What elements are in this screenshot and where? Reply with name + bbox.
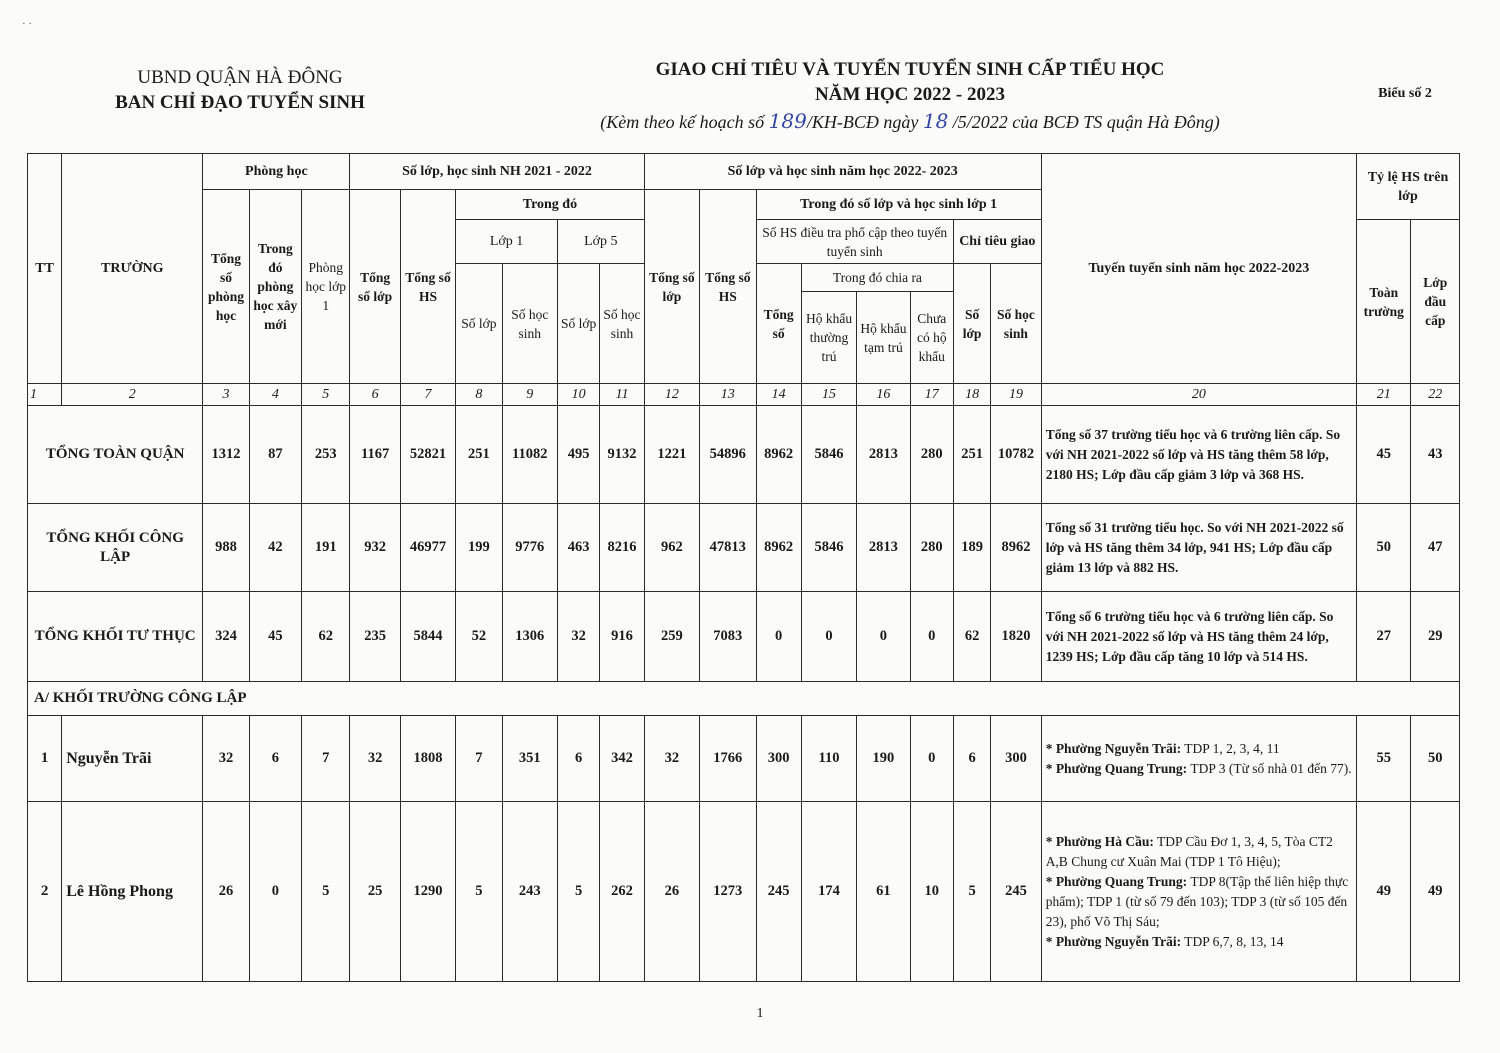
col-number: 3 bbox=[203, 384, 249, 406]
table-cell: 259 bbox=[644, 592, 699, 682]
ratio-school-cell: 49 bbox=[1357, 802, 1411, 982]
ratio-first-cell: 49 bbox=[1411, 802, 1460, 982]
table-cell: 42 bbox=[249, 504, 301, 592]
zone-line bbox=[1046, 832, 1352, 872]
total-row-label: TỔNG KHỐI TƯ THỤC bbox=[28, 592, 203, 682]
table-cell: 1306 bbox=[502, 592, 557, 682]
table-cell: 5846 bbox=[801, 406, 856, 504]
subtitle-pre: (Kèm theo kế hoạch số bbox=[600, 112, 769, 132]
col-quota-group: Chỉ tiêu giao bbox=[953, 220, 1041, 264]
total-row bbox=[28, 504, 1460, 592]
col-quota-students: Số học sinh bbox=[991, 264, 1041, 384]
table-body bbox=[28, 406, 1460, 982]
table-cell: 324 bbox=[203, 592, 249, 682]
table-cell: 7 bbox=[456, 716, 502, 802]
col-rooms-new: Trong đó phòng học xây mới bbox=[249, 190, 301, 384]
table-cell: 10782 bbox=[991, 406, 1041, 504]
title-subtitle bbox=[520, 108, 1300, 135]
table-cell: 280 bbox=[910, 504, 953, 592]
table-cell: 0 bbox=[756, 592, 801, 682]
table-cell: 300 bbox=[756, 716, 801, 802]
col-group-rooms: Phòng học bbox=[203, 154, 350, 190]
col-g5-students: Số học sinh bbox=[600, 264, 644, 384]
document-title bbox=[520, 58, 1300, 135]
table-cell: 9132 bbox=[600, 406, 644, 504]
table-cell: 8962 bbox=[756, 406, 801, 504]
ratio-first-cell: 29 bbox=[1411, 592, 1460, 682]
table-cell: 11082 bbox=[502, 406, 557, 504]
table-cell: 1820 bbox=[991, 592, 1041, 682]
zone-note bbox=[1041, 802, 1356, 982]
col-number: 11 bbox=[600, 384, 644, 406]
plan-day-handwritten: 18 bbox=[922, 109, 949, 133]
school-row bbox=[28, 716, 1460, 802]
col-number: 22 bbox=[1411, 384, 1460, 406]
col-number: 12 bbox=[644, 384, 699, 406]
table-cell: 6 bbox=[557, 716, 599, 802]
scan-mark: · · bbox=[22, 18, 33, 30]
form-number: Biểu số 2 bbox=[1378, 86, 1432, 101]
ratio-first-cell: 47 bbox=[1411, 504, 1460, 592]
col-prev-detail: Trong đó bbox=[456, 190, 644, 220]
page-number: 1 bbox=[756, 1006, 764, 1021]
table-cell: 199 bbox=[456, 504, 502, 592]
col-number: 1 bbox=[28, 384, 62, 406]
row-index: 2 bbox=[28, 802, 62, 982]
col-grade5: Lớp 5 bbox=[557, 220, 644, 264]
zone-line bbox=[1046, 872, 1352, 932]
table-cell: 243 bbox=[502, 802, 557, 982]
col-group-prev-year: Số lớp, học sinh NH 2021 - 2022 bbox=[350, 154, 644, 190]
table-cell: 87 bbox=[249, 406, 301, 504]
table-cell: 2813 bbox=[857, 504, 910, 592]
table-cell: 280 bbox=[910, 406, 953, 504]
col-cur-classes: Tổng số lớp bbox=[644, 190, 699, 384]
col-number: 5 bbox=[302, 384, 350, 406]
subtitle-post: /5/2022 của BCĐ TS quận Hà Đông) bbox=[948, 112, 1220, 132]
table-cell: 32 bbox=[557, 592, 599, 682]
table-cell: 8962 bbox=[991, 504, 1041, 592]
table-cell: 189 bbox=[953, 504, 990, 592]
issuing-authority bbox=[80, 66, 400, 116]
table-cell: 962 bbox=[644, 504, 699, 592]
ratio-school-cell: 50 bbox=[1357, 504, 1411, 592]
table-cell: 5 bbox=[302, 802, 350, 982]
table-cell: 0 bbox=[910, 592, 953, 682]
table-cell: 32 bbox=[644, 716, 699, 802]
col-number: 18 bbox=[953, 384, 990, 406]
zone-ward: * Phường Quang Trung: bbox=[1045, 873, 1188, 889]
zone-note: Tổng số 37 trường tiểu học và 6 trường liên cấp. So với NH 2021-2022 số lớp và HS tăng thêm 58 lớp, 2180 HS; Lớp đầu cấp giảm 3 lớp và 368 HS. bbox=[1041, 406, 1356, 504]
col-ratio-first: Lớp đầu cấp bbox=[1411, 220, 1460, 384]
zone-note: Tổng số 6 trường tiểu học và 6 trường liên cấp. So với NH 2021-2022 số lớp và HS tăng thêm 24 lớp, 1239 HS; Lớp đầu cấp tăng 10 lớp và 514 HS. bbox=[1041, 592, 1356, 682]
col-quota-classes: Số lớp bbox=[953, 264, 990, 384]
table-cell: 54896 bbox=[700, 406, 756, 504]
table-cell: 251 bbox=[953, 406, 990, 504]
table-cell: 2813 bbox=[857, 406, 910, 504]
col-zone: Tuyến tuyển sinh năm học 2022-2023 bbox=[1041, 154, 1356, 384]
col-temp-res: Hộ khẩu tạm trú bbox=[857, 292, 910, 384]
table-cell: 6 bbox=[249, 716, 301, 802]
col-group-current-year: Số lớp và học sinh năm học 2022- 2023 bbox=[644, 154, 1041, 190]
col-g1-students: Số học sinh bbox=[502, 264, 557, 384]
table-cell: 0 bbox=[249, 802, 301, 982]
zone-ward: * Phường Hà Cầu: bbox=[1045, 833, 1154, 849]
table-cell: 32 bbox=[350, 716, 400, 802]
col-number: 9 bbox=[502, 384, 557, 406]
table-cell: 0 bbox=[910, 716, 953, 802]
table-cell: 110 bbox=[801, 716, 856, 802]
zone-ward: * Phường Nguyễn Trãi: bbox=[1045, 740, 1182, 756]
zone-detail: TDP 1, 2, 3, 4, 11 bbox=[1181, 740, 1280, 756]
col-prev-classes: Tổng số lớp bbox=[350, 190, 400, 384]
table-cell: 25 bbox=[350, 802, 400, 982]
table-cell: 245 bbox=[756, 802, 801, 982]
zone-line bbox=[1046, 932, 1352, 952]
col-perm-res: Hộ khẩu thường trú bbox=[801, 292, 856, 384]
table-cell: 463 bbox=[557, 504, 599, 592]
table-cell: 5844 bbox=[400, 592, 455, 682]
table-cell: 32 bbox=[203, 716, 249, 802]
plan-number-handwritten: 189 bbox=[768, 109, 807, 133]
table-cell: 8216 bbox=[600, 504, 644, 592]
col-number: 6 bbox=[350, 384, 400, 406]
col-no-res: Chưa có hộ khẩu bbox=[910, 292, 953, 384]
table-cell: 52821 bbox=[400, 406, 455, 504]
col-number: 17 bbox=[910, 384, 953, 406]
col-number: 7 bbox=[400, 384, 455, 406]
total-row-label: TỔNG KHỐI CÔNG LẬP bbox=[28, 504, 203, 592]
col-ratio-school: Toàn trường bbox=[1357, 220, 1411, 384]
table-cell: 5 bbox=[557, 802, 599, 982]
table-cell: 932 bbox=[350, 504, 400, 592]
table-cell: 5 bbox=[456, 802, 502, 982]
col-g1-classes: Số lớp bbox=[456, 264, 502, 384]
table-cell: 191 bbox=[302, 504, 350, 592]
school-row bbox=[28, 802, 1460, 982]
section-title: A/ KHỐI TRƯỜNG CÔNG LẬP bbox=[28, 682, 1460, 716]
zone-detail: TDP 6,7, 8, 13, 14 bbox=[1181, 933, 1284, 949]
table-cell: 988 bbox=[203, 504, 249, 592]
col-number: 20 bbox=[1041, 384, 1356, 406]
table-cell: 7 bbox=[302, 716, 350, 802]
col-grade1: Lớp 1 bbox=[456, 220, 558, 264]
table-cell: 52 bbox=[456, 592, 502, 682]
col-tt: TT bbox=[28, 154, 62, 384]
col-number: 21 bbox=[1357, 384, 1411, 406]
zone-note bbox=[1041, 716, 1356, 802]
col-number: 8 bbox=[456, 384, 502, 406]
school-name: Lê Hồng Phong bbox=[62, 802, 203, 982]
col-number: 4 bbox=[249, 384, 301, 406]
table-cell: 235 bbox=[350, 592, 400, 682]
col-g5-classes: Số lớp bbox=[557, 264, 599, 384]
table-cell: 1273 bbox=[700, 802, 756, 982]
ratio-school-cell: 45 bbox=[1357, 406, 1411, 504]
table-cell: 342 bbox=[600, 716, 644, 802]
table-cell: 10 bbox=[910, 802, 953, 982]
org-line-2: BAN CHỈ ĐẠO TUYỂN SINH bbox=[115, 92, 365, 113]
table-cell: 1312 bbox=[203, 406, 249, 504]
col-number: 13 bbox=[700, 384, 756, 406]
table-cell: 0 bbox=[857, 592, 910, 682]
zone-line bbox=[1046, 739, 1352, 759]
zone-line bbox=[1046, 759, 1352, 779]
total-row bbox=[28, 406, 1460, 504]
zone-detail: TDP 3 (Từ số nhà 01 đến 77). bbox=[1187, 760, 1352, 776]
total-row bbox=[28, 592, 1460, 682]
table-cell: 1167 bbox=[350, 406, 400, 504]
zone-detail: TDP 8(Tập thể liên hiệp thực phẩm); TDP 1 (từ số 79 đến 103); TDP 3 (từ số 105 đến 23), phố Võ Thị Sáu; bbox=[1045, 873, 1349, 929]
table-header bbox=[28, 154, 1460, 406]
col-rooms-total: Tổng số phòng học bbox=[203, 190, 249, 384]
table-cell: 62 bbox=[302, 592, 350, 682]
table-cell: 7083 bbox=[700, 592, 756, 682]
table-cell: 495 bbox=[557, 406, 599, 504]
section-row bbox=[28, 682, 1460, 716]
table-cell: 916 bbox=[600, 592, 644, 682]
table-cell: 253 bbox=[302, 406, 350, 504]
table-cell: 262 bbox=[600, 802, 644, 982]
table-cell: 61 bbox=[857, 802, 910, 982]
school-name: Nguyễn Trãi bbox=[62, 716, 203, 802]
table-cell: 47813 bbox=[700, 504, 756, 592]
table-cell: 351 bbox=[502, 716, 557, 802]
table-cell: 9776 bbox=[502, 504, 557, 592]
column-number-row bbox=[28, 384, 1460, 406]
col-prev-students: Tổng số HS bbox=[400, 190, 455, 384]
table-cell: 5 bbox=[953, 802, 990, 982]
table-cell: 1808 bbox=[400, 716, 455, 802]
ratio-school-cell: 55 bbox=[1357, 716, 1411, 802]
table-cell: 8962 bbox=[756, 504, 801, 592]
table-cell: 245 bbox=[991, 802, 1041, 982]
ratio-first-cell: 50 bbox=[1411, 716, 1460, 802]
table-cell: 5846 bbox=[801, 504, 856, 592]
total-row-label: TỔNG TOÀN QUẬN bbox=[28, 406, 203, 504]
enrollment-table bbox=[27, 153, 1460, 982]
row-index: 1 bbox=[28, 716, 62, 802]
table-cell: 6 bbox=[953, 716, 990, 802]
col-group-grade1-current: Trong đó số lớp và học sinh lớp 1 bbox=[756, 190, 1041, 220]
table-cell: 300 bbox=[991, 716, 1041, 802]
table-cell: 0 bbox=[801, 592, 856, 682]
table-cell: 62 bbox=[953, 592, 990, 682]
col-number: 10 bbox=[557, 384, 599, 406]
col-number: 19 bbox=[991, 384, 1041, 406]
zone-ward: * Phường Quang Trung: bbox=[1045, 760, 1188, 776]
col-number: 14 bbox=[756, 384, 801, 406]
col-group-ratio: Tỷ lệ HS trên lớp bbox=[1357, 154, 1460, 220]
org-line-1: UBND QUẬN HÀ ĐÔNG bbox=[137, 67, 343, 88]
table-cell: 26 bbox=[644, 802, 699, 982]
zone-detail: TDP Cầu Đơ 1, 3, 4, 5, Tòa CT2 A,B Chung cư Xuân Mai (TDP 1 Tô Hiệu); bbox=[1045, 833, 1333, 869]
col-number: 16 bbox=[857, 384, 910, 406]
ratio-first-cell: 43 bbox=[1411, 406, 1460, 504]
col-number: 2 bbox=[62, 384, 203, 406]
col-school: TRƯỜNG bbox=[62, 154, 203, 384]
col-rooms-grade1: Phòng học lớp 1 bbox=[302, 190, 350, 384]
table-cell: 1221 bbox=[644, 406, 699, 504]
zone-note: Tổng số 31 trường tiểu học. So với NH 2021-2022 số lớp và HS tăng thêm 34 lớp, 941 HS; Lớp đầu cấp giảm 13 lớp và 882 HS. bbox=[1041, 504, 1356, 592]
table-cell: 190 bbox=[857, 716, 910, 802]
title-line-2: NĂM HỌC 2022 - 2023 bbox=[815, 84, 1005, 105]
table-cell: 1766 bbox=[700, 716, 756, 802]
table-cell: 251 bbox=[456, 406, 502, 504]
title-line-1: GIAO CHỈ TIÊU VÀ TUYỂN TUYỂN SINH CẤP TIỂU HỌC bbox=[655, 59, 1165, 80]
col-split-group: Trong đó chia ra bbox=[801, 264, 953, 292]
table-cell: 26 bbox=[203, 802, 249, 982]
table-cell: 46977 bbox=[400, 504, 455, 592]
col-cur-students: Tổng số HS bbox=[700, 190, 756, 384]
ratio-school-cell: 27 bbox=[1357, 592, 1411, 682]
table-cell: 1290 bbox=[400, 802, 455, 982]
col-survey-total: Tổng số bbox=[756, 264, 801, 384]
table-cell: 45 bbox=[249, 592, 301, 682]
zone-ward: * Phường Nguyễn Trãi: bbox=[1045, 933, 1182, 949]
col-number: 15 bbox=[801, 384, 856, 406]
table-cell: 174 bbox=[801, 802, 856, 982]
col-survey-group: Số HS điều tra phổ cập theo tuyến tuyển sinh bbox=[756, 220, 953, 264]
subtitle-mid: /KH-BCĐ ngày bbox=[806, 112, 923, 132]
